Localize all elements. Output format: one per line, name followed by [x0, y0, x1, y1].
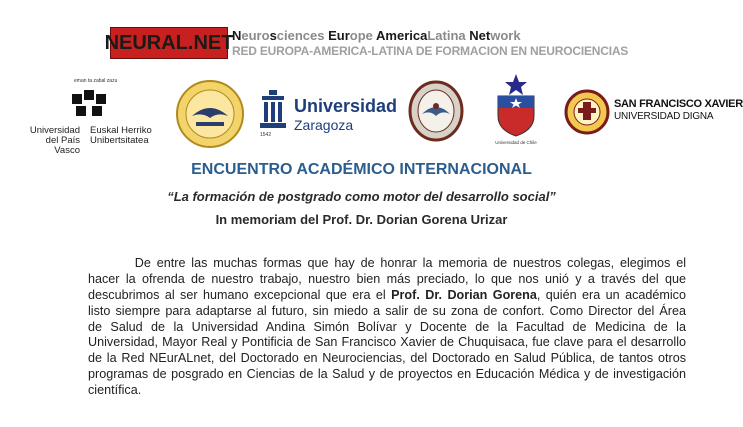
ehu-name-eu [90, 126, 152, 146]
uasb-seal-icon [174, 78, 246, 150]
paragraph-line: Universidad, Mayor Real y Pontificia de San Francisco Xavier de Chuquisaca, fue clave para el desarrollo [88, 335, 686, 350]
network-name-part: ope [349, 28, 377, 43]
paragraph-line: programas de posgrado en Ciencias de la Salud y de proyectos en Educación Médica y de investigación [88, 367, 686, 382]
ehu-logo [18, 78, 158, 156]
uchile-caption: Universidad de Chile [495, 140, 537, 145]
neuralnet-logo [104, 27, 234, 59]
ehu-name-es: Universidad del País Vasco [29, 125, 80, 156]
paragraph-line: hacer la ofrenda de nuestro trabajo, nuestro bien más preciado, lo que nos unió y a través del que [88, 271, 686, 286]
institution-logos [0, 72, 743, 156]
event-title: ENCUENTRO ACADÉMICO INTERNACIONAL [191, 161, 532, 178]
network-header [104, 27, 670, 61]
crest-seal-icon [408, 80, 464, 142]
network-name-part: Net [469, 28, 491, 43]
unizar-name-line2: Zaragoza [294, 117, 354, 133]
ehu-name-eu-line1: Euskal Herriko [90, 125, 152, 136]
uchile-crest-icon [488, 72, 544, 138]
paragraph-line: de Salud de la Universidad Andina Simón Bolívar y Docente de la Facultad de Medicina de la [88, 319, 686, 334]
network-name-part: euro [241, 28, 270, 43]
paragraph-line: de la Red NEurALnet, del Doctorado en Neurociencias, del Doctorado en Salud Pública, de tantos otros [88, 351, 686, 366]
network-name-part: work [490, 28, 521, 43]
sfx-seal-icon [564, 84, 610, 140]
institution-crest-logo [408, 80, 464, 142]
honoree-name: Prof. Dr. Dorian Gorena [391, 287, 537, 302]
ehu-motto: eman ta zabal zazu [74, 78, 118, 84]
network-name-part: Latina [427, 28, 470, 43]
paragraph-line: listo siempre para adaptarse al futuro, sin miedo a salir de su zona de confort. Como Director del Área [88, 303, 686, 318]
uchile-logo [488, 72, 544, 150]
paragraph-line [88, 288, 686, 304]
sfx-name-line2: UNIVERSIDAD DIGNA [614, 111, 714, 122]
unizar-tower-icon [258, 90, 288, 132]
sfx-logo [564, 84, 743, 144]
paragraph-text: descubrimos al ser humano excepcional que era el [88, 287, 392, 302]
paragraph-line: científica. [88, 383, 142, 398]
ehu-name-eu-line2: Unibertsitatea [90, 135, 149, 146]
sfx-name-line1: SAN FRANCISCO XAVIER [614, 98, 743, 110]
network-name-part: America [376, 28, 428, 43]
network-subtitle: RED EUROPA-AMERICA-LATINA DE FORMACION EN NEUROCIENCIAS [232, 44, 629, 58]
unizar-year: 1542 [260, 132, 272, 138]
ehu-mark-icon [70, 88, 108, 122]
neuralnet-logo-text: NEURAL.NET [104, 31, 234, 54]
network-name-part: Eur [328, 28, 350, 43]
event-subtitle: “La formación de postgrado como motor del desarrollo social” [167, 189, 556, 204]
network-name-part: N [232, 28, 242, 43]
uasb-logo [174, 78, 246, 150]
body-paragraph [88, 256, 686, 399]
network-name-part: ciences [276, 28, 329, 43]
unizar-logo [258, 90, 398, 140]
network-name-part: s [269, 28, 277, 43]
paragraph-line: De entre las muchas formas que hay de honrar la memoria de nuestros colegas, elegimos el [88, 256, 686, 270]
network-name [232, 28, 521, 43]
paragraph-text: , quién era un académico [536, 287, 686, 302]
memoriam-line: In memoriam del Prof. Dr. Dorian Gorena Urizar [215, 212, 508, 227]
unizar-name-line1: Universidad [294, 96, 398, 116]
